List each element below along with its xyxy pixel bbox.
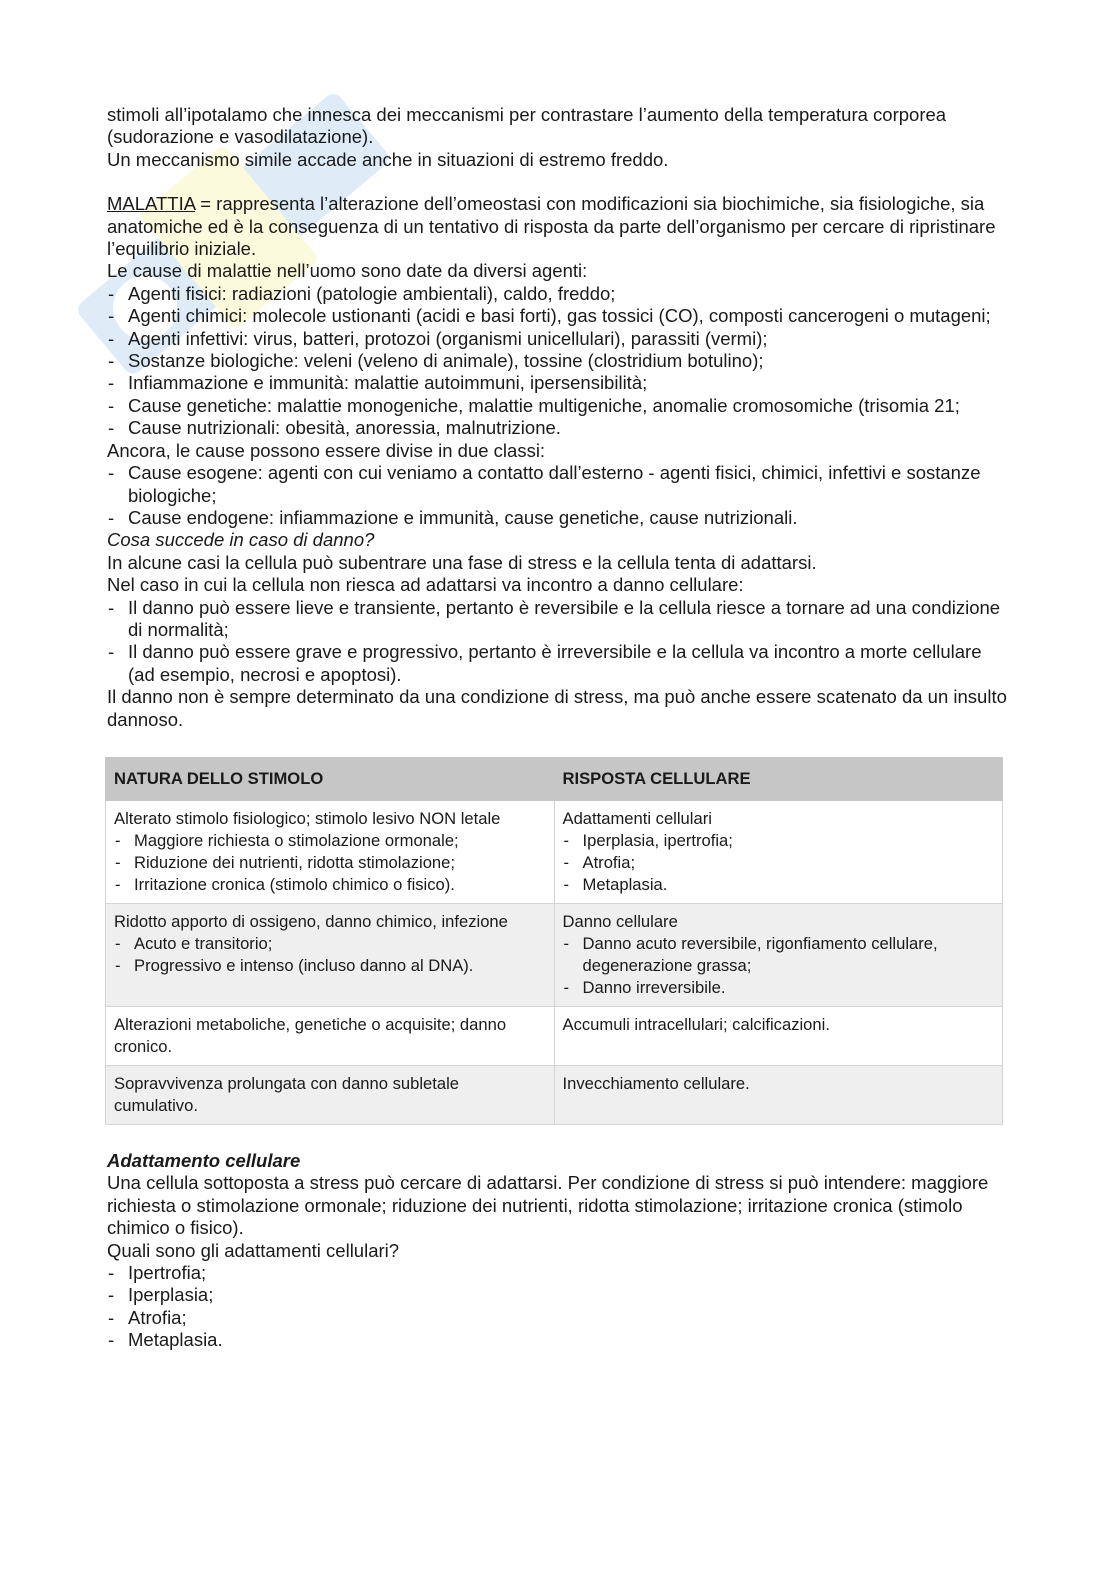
cell-list [563, 933, 995, 999]
intro-paragraph-2: Un meccanismo simile accade anche in situazioni di estremo freddo. [107, 148, 669, 170]
damage-paragraph-2: Nel caso in cui la cellula non riesca ad adattarsi va incontro a danno cellulare: [107, 574, 744, 596]
list-item: ‐ Danno acuto reversibile, rigonfiamento cellulare, degenerazione grassa; [563, 933, 995, 977]
table-row [106, 1006, 1003, 1065]
table-cell-response [554, 903, 1003, 1006]
cell-list [114, 830, 546, 896]
list-item: ‐ Progressivo e intenso (incluso danno al DNA). [114, 955, 546, 977]
list-item: ‐ Metaplasia. [563, 874, 995, 896]
damage-paragraph-1: In alcune casi la cellula può subentrare una fase di stress e la cellula tenta di adattarsi. [107, 551, 817, 573]
damage-list [107, 597, 1007, 687]
table-header-row [106, 757, 1003, 800]
list-item: - Agenti chimici: molecole ustionanti (acidi e basi forti), gas tossici (CO), composti cancerogeni o mutageni; [107, 305, 1007, 327]
intro-paragraph-1: stimoli all’ipotalamo che innesca dei meccanismi per contrastare l’aumento della temperatura corporea (sudorazione e vasodilatazione). [107, 104, 947, 148]
table-cell-stimulus [106, 903, 555, 1006]
stimulus-response-table [105, 757, 1003, 1125]
causes-list [107, 283, 1007, 440]
table-row [106, 800, 1003, 903]
malattia-definition-text: = rappresenta l’alterazione dell’omeostasi con modificazioni sia biochimiche, sia fisiologiche, sia anatomiche ed è la conseguenza di un tentativo di risposta da parte dell’organismo per cercare di ripristinare l’equilibrio iniziale. [107, 193, 996, 260]
table-header-response: RISPOSTA CELLULARE [554, 757, 1003, 800]
table-cell-response: Invecchiamento cellulare. [554, 1065, 1003, 1124]
list-item: - Cause genetiche: malattie monogeniche, malattie multigeniche, anomalie cromosomiche (trisomia 21; [107, 395, 1007, 417]
list-item: - Il danno può essere grave e progressivo, pertanto è irreversibile e la cellula va incontro a morte cellulare (ad esempio, necrosi e apoptosi). [107, 641, 1007, 686]
damage-paragraph-3: Il danno non è sempre determinato da una condizione di stress, ma può anche essere scatenato da un insulto dannoso. [107, 686, 1007, 730]
table-cell-stimulus: Sopravvivenza prolungata con danno subletale cumulativo. [106, 1065, 555, 1124]
list-item: ‐ Acuto e transitorio; [114, 933, 546, 955]
table-row [106, 903, 1003, 1006]
list-item: - Sostanze biologiche: veleni (veleno di animale), tossine (clostridium botulino); [107, 350, 1007, 372]
cell-list [114, 933, 546, 977]
cell-text: Alterato stimolo fisiologico; stimolo lesivo NON letale [114, 808, 501, 828]
cell-text: Ridotto apporto di ossigeno, danno chimico, infezione [114, 911, 508, 931]
list-item: - Cause nutrizionali: obesità, anoressia, malnutrizione. [107, 417, 1007, 439]
adattamento-question: Quali sono gli adattamenti cellulari? [107, 1239, 400, 1261]
list-item: ‐ Iperplasia, ipertrofia; [563, 830, 995, 852]
list-item: ‐ Irritazione cronica (stimolo chimico o fisico). [114, 874, 546, 896]
list-item: - Metaplasia. [107, 1329, 1007, 1351]
table-cell-stimulus [106, 800, 555, 903]
list-item: - Agenti infettivi: virus, batteri, protozoi (organismi unicellulari), parassiti (vermi); [107, 328, 1007, 350]
adattamento-paragraph: Una cellula sottoposta a stress può cercare di adattarsi. Per condizione di stress si può intendere: maggiore richiesta o stimolazione ormonale; riduzione dei nutrienti, ridotta stimolazione; irritazione cronica (stimolo chimico o fisico). [107, 1172, 989, 1239]
list-item: - Atrofia; [107, 1307, 1007, 1329]
list-item: - Cause esogene: agenti con cui veniamo a contatto dall’esterno - agenti fisici, chimici, infettivi e sostanze biologiche; [107, 462, 1007, 507]
table-header-stimulus: NATURA DELLO STIMOLO [106, 757, 555, 800]
table-cell-response [554, 800, 1003, 903]
cell-text: Adattamenti cellulari [562, 808, 712, 828]
classes-list [107, 462, 1007, 529]
list-item: - Cause endogene: infiammazione e immunità, cause genetiche, cause nutrizionali. [107, 507, 1007, 529]
list-item: ‐ Riduzione dei nutrienti, ridotta stimolazione; [114, 852, 546, 874]
list-item: - Ipertrofia; [107, 1262, 1007, 1284]
list-item: ‐ Danno irreversibile. [563, 977, 995, 999]
list-item: - Il danno può essere lieve e transiente, pertanto è reversibile e la cellula riesce a tornare ad una condizione di normalità; [107, 597, 1007, 642]
section-title-adattamento: Adattamento cellulare [107, 1149, 301, 1171]
damage-question: Cosa succede in caso di danno? [107, 529, 375, 551]
classes-intro: Ancora, le cause possono essere divise in due classi: [107, 439, 546, 461]
list-item: - Agenti fisici: radiazioni (patologie ambientali), caldo, freddo; [107, 283, 1007, 305]
list-item: ‐ Maggiore richiesta o stimolazione ormonale; [114, 830, 546, 852]
adattamento-list [107, 1262, 1007, 1352]
list-item: - Infiammazione e immunità: malattie autoimmuni, ipersensibilità; [107, 372, 1007, 394]
list-item: - Iperplasia; [107, 1284, 1007, 1306]
table-cell-response: Accumuli intracellulari; calcificazioni. [554, 1006, 1003, 1065]
table-cell-stimulus: Alterazioni metaboliche, genetiche o acquisite; danno cronico. [106, 1006, 555, 1065]
cell-text: Danno cellulare [562, 911, 678, 931]
table-row [106, 1065, 1003, 1124]
malattia-definition [107, 193, 1007, 260]
causes-intro: Le cause di malattie nell’uomo sono date da diversi agenti: [107, 260, 588, 282]
cell-list [563, 830, 995, 896]
list-item: ‐ Atrofia; [563, 852, 995, 874]
document-page [107, 104, 1007, 1352]
malattia-term: MALATTIA [107, 193, 196, 215]
